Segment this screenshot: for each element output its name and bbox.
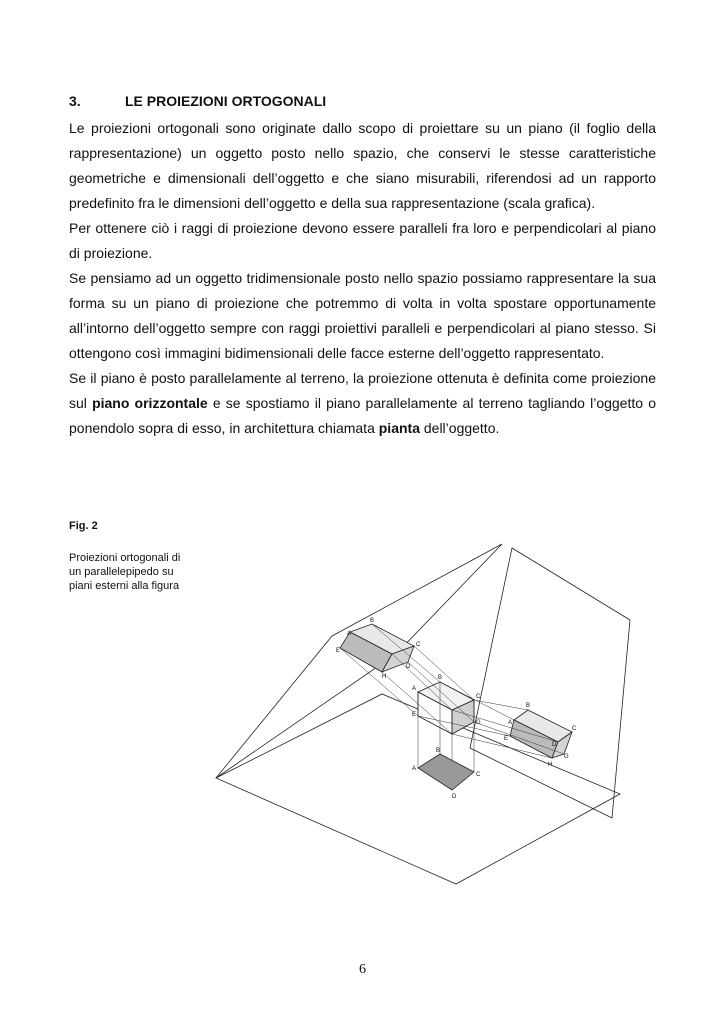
label-top-C: C [416, 642, 421, 648]
section-title: LE PROIEZIONI ORTOGONALI [125, 93, 327, 109]
page-number: 6 [359, 962, 366, 977]
paragraph-4-text-e: dell’oggetto. [419, 420, 500, 436]
upper-left-plane [216, 544, 502, 778]
upper-projection [340, 624, 414, 672]
section-heading [69, 93, 326, 109]
label-box-C: C [476, 694, 481, 700]
ground-projection [418, 754, 474, 790]
label-box-A: A [412, 686, 417, 692]
figure-label: Fig. 2 [69, 520, 98, 532]
orthographic-projection-figure [212, 536, 662, 886]
paragraph-1: Le proiezioni ortogonali sono originate dallo scopo di proiettare su un piano (il foglio della rappresentazione) un oggetto posto nello spazio, che conservi le stesse caratteristiche geometriche e dimensionali dell’oggetto e che siano misurabili, riferendosi ad un rapporto predefinito fra le dimensioni dell’oggetto e della sua rappresentazione (scala grafica). [69, 120, 656, 211]
label-right-H: H [548, 762, 553, 768]
label-ground-C: C [476, 772, 481, 778]
label-top-H: H [382, 674, 387, 680]
label-box-E: E [412, 712, 417, 718]
label-ground-A: A [412, 766, 417, 772]
body-text [69, 116, 656, 441]
label-ground-D: D [452, 794, 457, 800]
section-number: 3. [69, 93, 81, 109]
paragraph-4-text-a: Se il piano è posto parallelamente al terreno, la proiezione ottenuta è definita come proiezione sul [69, 370, 656, 411]
label-right-C: C [572, 726, 577, 732]
paragraph-3: Se pensiamo ad un oggetto tridimensionale posto nello spazio possiamo rappresentare la sua forma su un piano di proiezione che potremmo di volta in volta spostare opportunamente all’intorno dell’oggetto sempre con raggi proiettivi paralleli e perpendicolari al piano stesso. Si ottengono così immagini bidimensionali delle facce esterne dell’oggetto rappresentato. [69, 270, 656, 361]
paragraph-2: Per ottenere ciò i raggi di proiezione devono essere paralleli fra loro e perpendicolari al piano di proiezione. [69, 220, 656, 261]
right-projection [510, 710, 572, 758]
label-ground-B: B [436, 748, 441, 754]
label-top-D: D [406, 664, 411, 670]
paragraph-4 [69, 366, 656, 441]
label-right-D: D [552, 742, 557, 748]
paragraph-4-text-c: e se spostiamo il piano parallelamente al terreno tagliando l’oggetto o ponendolo sopra di esso, in architettura chiamata [69, 395, 656, 436]
label-top-B: B [370, 618, 375, 624]
label-top-A: A [347, 631, 352, 637]
figure-caption: Proiezioni ortogonali di un parallelepipedo su piani esterni alla figura [69, 552, 181, 592]
label-right-A: A [508, 720, 513, 726]
term-piano-orizzontale: piano orizzontale [92, 395, 208, 411]
label-box-G: G [476, 720, 481, 726]
right-plane [470, 548, 630, 818]
label-right-B: B [526, 703, 531, 709]
label-right-E: E [504, 736, 509, 742]
term-pianta: pianta [378, 420, 420, 436]
label-top-E: E [336, 648, 341, 654]
label-box-B: B [438, 675, 443, 681]
label-right-G: G [564, 754, 569, 760]
